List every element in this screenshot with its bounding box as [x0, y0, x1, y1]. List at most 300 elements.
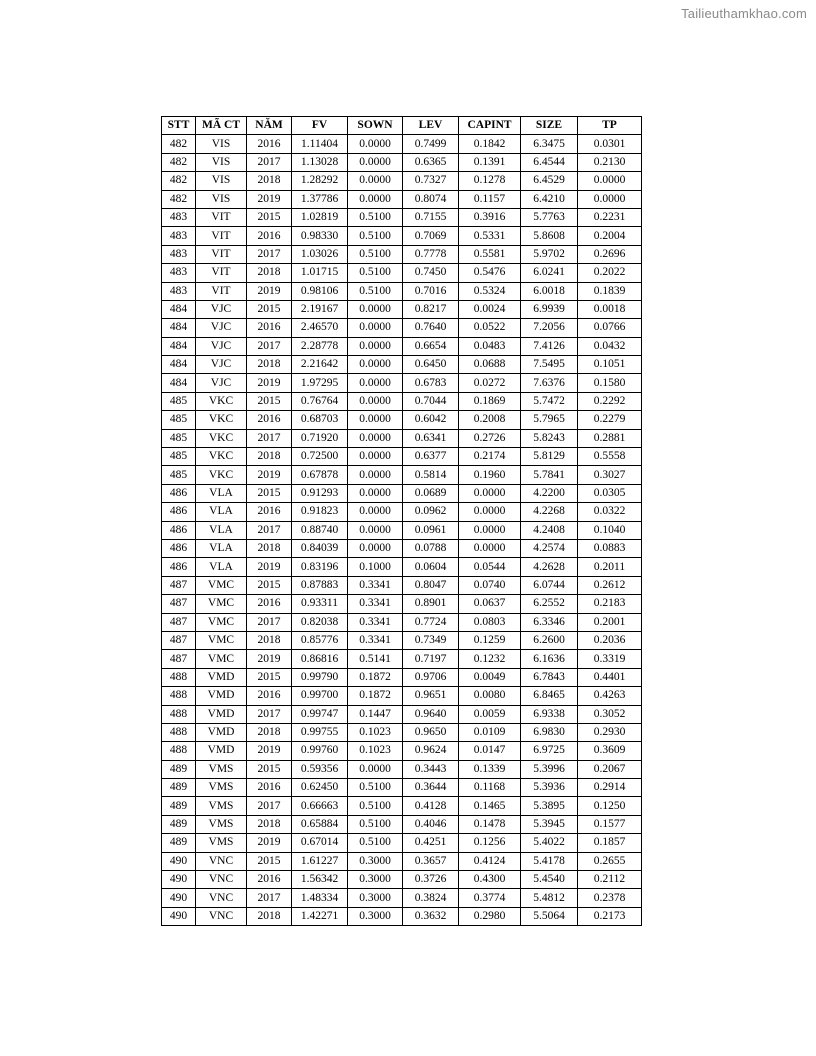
cell-nam: 2016: [247, 687, 292, 705]
cell-capint: 0.0522: [459, 319, 521, 337]
cell-nam: 2016: [247, 227, 292, 245]
cell-capint: 0.1478: [459, 815, 521, 833]
cell-lev: 0.7778: [403, 245, 459, 263]
cell-lev: 0.9624: [403, 742, 459, 760]
cell-stt: 490: [162, 889, 196, 907]
cell-ma-ct: VKC: [196, 448, 247, 466]
cell-size: 6.4210: [521, 190, 578, 208]
data-table: [161, 116, 642, 926]
cell-ma-ct: VMC: [196, 576, 247, 594]
cell-nam: 2019: [247, 190, 292, 208]
cell-size: 6.7843: [521, 668, 578, 686]
cell-capint: 0.4300: [459, 871, 521, 889]
cell-tp: 0.2173: [578, 907, 642, 925]
cell-size: 5.3936: [521, 779, 578, 797]
cell-nam: 2017: [247, 797, 292, 815]
table-row: [162, 558, 642, 576]
cell-sown: 0.1023: [348, 723, 403, 741]
cell-nam: 2017: [247, 337, 292, 355]
cell-lev: 0.7640: [403, 319, 459, 337]
cell-nam: 2016: [247, 411, 292, 429]
cell-nam: 2018: [247, 448, 292, 466]
cell-sown: 0.0000: [348, 539, 403, 557]
cell-size: 5.4540: [521, 871, 578, 889]
cell-nam: 2017: [247, 429, 292, 447]
table-row: [162, 650, 642, 668]
table-row: [162, 705, 642, 723]
cell-fv: 0.88740: [292, 521, 348, 539]
cell-ma-ct: VMS: [196, 815, 247, 833]
cell-sown: 0.5100: [348, 245, 403, 263]
cell-fv: 0.99760: [292, 742, 348, 760]
cell-ma-ct: VJC: [196, 300, 247, 318]
cell-nam: 2017: [247, 521, 292, 539]
cell-stt: 489: [162, 797, 196, 815]
cell-capint: 0.0000: [459, 503, 521, 521]
cell-fv: 0.85776: [292, 631, 348, 649]
cell-tp: 0.2231: [578, 208, 642, 226]
cell-stt: 483: [162, 227, 196, 245]
cell-stt: 483: [162, 282, 196, 300]
cell-size: 6.4529: [521, 172, 578, 190]
cell-ma-ct: VNC: [196, 907, 247, 925]
cell-size: 6.8465: [521, 687, 578, 705]
cell-nam: 2017: [247, 613, 292, 631]
cell-fv: 0.99790: [292, 668, 348, 686]
cell-lev: 0.6783: [403, 374, 459, 392]
cell-capint: 0.1391: [459, 153, 521, 171]
table-row: [162, 300, 642, 318]
cell-sown: 0.3000: [348, 852, 403, 870]
cell-sown: 0.3000: [348, 889, 403, 907]
column-header-capint: CAPINT: [459, 117, 521, 135]
cell-ma-ct: VNC: [196, 871, 247, 889]
cell-capint: 0.0272: [459, 374, 521, 392]
column-header-nam: NĂM: [247, 117, 292, 135]
cell-fv: 0.99747: [292, 705, 348, 723]
cell-tp: 0.3609: [578, 742, 642, 760]
cell-capint: 0.5476: [459, 264, 521, 282]
cell-lev: 0.9640: [403, 705, 459, 723]
cell-lev: 0.7724: [403, 613, 459, 631]
cell-tp: 0.3027: [578, 466, 642, 484]
cell-stt: 486: [162, 503, 196, 521]
cell-sown: 0.0000: [348, 356, 403, 374]
cell-tp: 0.2881: [578, 429, 642, 447]
cell-nam: 2019: [247, 650, 292, 668]
cell-size: 4.2200: [521, 484, 578, 502]
cell-stt: 487: [162, 613, 196, 631]
table-row: [162, 245, 642, 263]
cell-sown: 0.3341: [348, 613, 403, 631]
cell-nam: 2015: [247, 208, 292, 226]
cell-tp: 0.2292: [578, 392, 642, 410]
cell-sown: 0.1872: [348, 668, 403, 686]
cell-ma-ct: VMC: [196, 631, 247, 649]
table-row: [162, 797, 642, 815]
cell-fv: 0.67014: [292, 834, 348, 852]
cell-tp: 0.2112: [578, 871, 642, 889]
cell-tp: 0.0305: [578, 484, 642, 502]
cell-ma-ct: VMD: [196, 668, 247, 686]
cell-capint: 0.1168: [459, 779, 521, 797]
cell-sown: 0.5100: [348, 227, 403, 245]
cell-sown: 0.0000: [348, 392, 403, 410]
cell-nam: 2018: [247, 815, 292, 833]
cell-nam: 2018: [247, 539, 292, 557]
cell-sown: 0.3341: [348, 576, 403, 594]
table-row: [162, 411, 642, 429]
cell-lev: 0.8074: [403, 190, 459, 208]
cell-ma-ct: VNC: [196, 889, 247, 907]
cell-nam: 2018: [247, 631, 292, 649]
column-header-size: SIZE: [521, 117, 578, 135]
cell-tp: 0.2655: [578, 852, 642, 870]
cell-stt: 487: [162, 576, 196, 594]
table-row: [162, 227, 642, 245]
cell-tp: 0.3319: [578, 650, 642, 668]
cell-fv: 0.99700: [292, 687, 348, 705]
cell-size: 7.6376: [521, 374, 578, 392]
cell-tp: 0.0432: [578, 337, 642, 355]
cell-fv: 2.21642: [292, 356, 348, 374]
cell-size: 6.4544: [521, 153, 578, 171]
cell-stt: 484: [162, 319, 196, 337]
cell-fv: 2.46570: [292, 319, 348, 337]
cell-stt: 488: [162, 668, 196, 686]
cell-ma-ct: VMC: [196, 613, 247, 631]
cell-capint: 0.0803: [459, 613, 521, 631]
cell-stt: 482: [162, 172, 196, 190]
cell-size: 5.3895: [521, 797, 578, 815]
cell-sown: 0.0000: [348, 172, 403, 190]
cell-tp: 0.5558: [578, 448, 642, 466]
cell-stt: 484: [162, 300, 196, 318]
cell-sown: 0.0000: [348, 760, 403, 778]
cell-sown: 0.5100: [348, 779, 403, 797]
cell-fv: 0.67878: [292, 466, 348, 484]
table-row: [162, 852, 642, 870]
cell-ma-ct: VKC: [196, 411, 247, 429]
cell-capint: 0.1869: [459, 392, 521, 410]
cell-fv: 1.01715: [292, 264, 348, 282]
cell-stt: 486: [162, 558, 196, 576]
cell-size: 6.9830: [521, 723, 578, 741]
cell-fv: 0.65884: [292, 815, 348, 833]
cell-size: 5.8608: [521, 227, 578, 245]
table-row: [162, 576, 642, 594]
cell-tp: 0.1839: [578, 282, 642, 300]
cell-fv: 1.11404: [292, 135, 348, 153]
cell-tp: 0.2696: [578, 245, 642, 263]
cell-fv: 0.83196: [292, 558, 348, 576]
cell-sown: 0.0000: [348, 521, 403, 539]
cell-lev: 0.7450: [403, 264, 459, 282]
cell-lev: 0.9650: [403, 723, 459, 741]
cell-capint: 0.0059: [459, 705, 521, 723]
cell-capint: 0.0024: [459, 300, 521, 318]
table-row: [162, 815, 642, 833]
table-row: [162, 135, 642, 153]
cell-nam: 2015: [247, 300, 292, 318]
cell-fv: 1.03026: [292, 245, 348, 263]
cell-ma-ct: VMS: [196, 760, 247, 778]
table-row: [162, 871, 642, 889]
cell-capint: 0.0740: [459, 576, 521, 594]
table-row: [162, 356, 642, 374]
cell-lev: 0.3726: [403, 871, 459, 889]
cell-tp: 0.0883: [578, 539, 642, 557]
cell-ma-ct: VKC: [196, 466, 247, 484]
cell-ma-ct: VKC: [196, 429, 247, 447]
table-row: [162, 392, 642, 410]
table-row: [162, 631, 642, 649]
cell-nam: 2019: [247, 466, 292, 484]
cell-stt: 485: [162, 466, 196, 484]
cell-fv: 0.93311: [292, 595, 348, 613]
table-row: [162, 723, 642, 741]
table-row: [162, 779, 642, 797]
cell-sown: 0.3341: [348, 631, 403, 649]
cell-size: 7.2056: [521, 319, 578, 337]
cell-capint: 0.3774: [459, 889, 521, 907]
cell-fv: 0.91293: [292, 484, 348, 502]
cell-ma-ct: VMS: [196, 797, 247, 815]
cell-tp: 0.1040: [578, 521, 642, 539]
cell-stt: 488: [162, 723, 196, 741]
header-row: [162, 117, 642, 135]
cell-stt: 482: [162, 153, 196, 171]
cell-sown: 0.0000: [348, 466, 403, 484]
cell-nam: 2016: [247, 595, 292, 613]
cell-ma-ct: VMC: [196, 650, 247, 668]
cell-lev: 0.4251: [403, 834, 459, 852]
cell-fv: 0.99755: [292, 723, 348, 741]
cell-ma-ct: VJC: [196, 337, 247, 355]
cell-fv: 1.02819: [292, 208, 348, 226]
cell-nam: 2017: [247, 889, 292, 907]
cell-ma-ct: VKC: [196, 392, 247, 410]
column-header-ma-ct: MÃ CT: [196, 117, 247, 135]
cell-fv: 1.48334: [292, 889, 348, 907]
cell-sown: 0.0000: [348, 503, 403, 521]
cell-fv: 0.68703: [292, 411, 348, 429]
cell-ma-ct: VJC: [196, 319, 247, 337]
cell-sown: 0.0000: [348, 374, 403, 392]
cell-capint: 0.2980: [459, 907, 521, 925]
cell-capint: 0.1232: [459, 650, 521, 668]
cell-lev: 0.8217: [403, 300, 459, 318]
cell-stt: 483: [162, 264, 196, 282]
cell-fv: 1.28292: [292, 172, 348, 190]
cell-ma-ct: VMD: [196, 742, 247, 760]
cell-ma-ct: VIT: [196, 208, 247, 226]
table-row: [162, 448, 642, 466]
cell-size: 6.1636: [521, 650, 578, 668]
cell-lev: 0.0604: [403, 558, 459, 576]
cell-capint: 0.0637: [459, 595, 521, 613]
cell-lev: 0.7044: [403, 392, 459, 410]
cell-size: 5.7841: [521, 466, 578, 484]
cell-size: 6.3475: [521, 135, 578, 153]
cell-tp: 0.2279: [578, 411, 642, 429]
cell-nam: 2015: [247, 668, 292, 686]
cell-tp: 0.1857: [578, 834, 642, 852]
cell-size: 5.4178: [521, 852, 578, 870]
cell-lev: 0.8047: [403, 576, 459, 594]
cell-nam: 2016: [247, 503, 292, 521]
cell-tp: 0.2183: [578, 595, 642, 613]
cell-ma-ct: VIS: [196, 190, 247, 208]
cell-stt: 483: [162, 208, 196, 226]
cell-nam: 2018: [247, 264, 292, 282]
cell-nam: 2017: [247, 705, 292, 723]
cell-nam: 2017: [247, 245, 292, 263]
cell-size: 4.2268: [521, 503, 578, 521]
cell-stt: 489: [162, 760, 196, 778]
cell-capint: 0.1842: [459, 135, 521, 153]
cell-size: 6.0241: [521, 264, 578, 282]
cell-ma-ct: VMC: [196, 595, 247, 613]
cell-lev: 0.5814: [403, 466, 459, 484]
table-row: [162, 539, 642, 557]
cell-tp: 0.0018: [578, 300, 642, 318]
cell-lev: 0.8901: [403, 595, 459, 613]
cell-ma-ct: VMD: [196, 705, 247, 723]
cell-lev: 0.9706: [403, 668, 459, 686]
cell-size: 4.2574: [521, 539, 578, 557]
cell-ma-ct: VLA: [196, 539, 247, 557]
table-row: [162, 264, 642, 282]
cell-size: 6.9939: [521, 300, 578, 318]
cell-fv: 0.91823: [292, 503, 348, 521]
cell-sown: 0.5141: [348, 650, 403, 668]
cell-tp: 0.0000: [578, 190, 642, 208]
cell-ma-ct: VIS: [196, 135, 247, 153]
cell-ma-ct: VMS: [196, 779, 247, 797]
cell-fv: 0.86816: [292, 650, 348, 668]
cell-lev: 0.0689: [403, 484, 459, 502]
table-row: [162, 429, 642, 447]
cell-size: 5.4022: [521, 834, 578, 852]
cell-sown: 0.1447: [348, 705, 403, 723]
cell-stt: 487: [162, 631, 196, 649]
table-row: [162, 190, 642, 208]
cell-sown: 0.0000: [348, 411, 403, 429]
cell-stt: 486: [162, 539, 196, 557]
cell-sown: 0.1023: [348, 742, 403, 760]
cell-lev: 0.3644: [403, 779, 459, 797]
cell-stt: 484: [162, 374, 196, 392]
cell-fv: 0.62450: [292, 779, 348, 797]
cell-ma-ct: VLA: [196, 521, 247, 539]
cell-fv: 0.82038: [292, 613, 348, 631]
cell-nam: 2019: [247, 282, 292, 300]
cell-sown: 0.5100: [348, 834, 403, 852]
cell-nam: 2015: [247, 576, 292, 594]
cell-capint: 0.2174: [459, 448, 521, 466]
cell-stt: 484: [162, 356, 196, 374]
cell-fv: 0.98330: [292, 227, 348, 245]
cell-tp: 0.0766: [578, 319, 642, 337]
cell-nam: 2019: [247, 834, 292, 852]
cell-size: 6.0744: [521, 576, 578, 594]
table-row: [162, 834, 642, 852]
cell-size: 5.8243: [521, 429, 578, 447]
cell-capint: 0.0000: [459, 484, 521, 502]
cell-stt: 490: [162, 871, 196, 889]
cell-nam: 2019: [247, 742, 292, 760]
table-row: [162, 503, 642, 521]
cell-sown: 0.0000: [348, 337, 403, 355]
cell-lev: 0.4046: [403, 815, 459, 833]
cell-size: 5.7965: [521, 411, 578, 429]
cell-tp: 0.2612: [578, 576, 642, 594]
table-row: [162, 484, 642, 502]
cell-sown: 0.0000: [348, 190, 403, 208]
table-row: [162, 742, 642, 760]
cell-nam: 2018: [247, 356, 292, 374]
cell-tp: 0.2022: [578, 264, 642, 282]
cell-stt: 486: [162, 521, 196, 539]
cell-ma-ct: VMD: [196, 687, 247, 705]
cell-nam: 2015: [247, 392, 292, 410]
cell-nam: 2015: [247, 760, 292, 778]
cell-sown: 0.0000: [348, 429, 403, 447]
cell-nam: 2018: [247, 907, 292, 925]
cell-capint: 0.1960: [459, 466, 521, 484]
cell-fv: 2.19167: [292, 300, 348, 318]
cell-size: 6.2600: [521, 631, 578, 649]
cell-stt: 485: [162, 448, 196, 466]
cell-lev: 0.7016: [403, 282, 459, 300]
cell-ma-ct: VIT: [196, 227, 247, 245]
cell-lev: 0.6341: [403, 429, 459, 447]
cell-sown: 0.3341: [348, 595, 403, 613]
cell-lev: 0.6654: [403, 337, 459, 355]
cell-size: 6.2552: [521, 595, 578, 613]
cell-nam: 2016: [247, 871, 292, 889]
table-row: [162, 208, 642, 226]
cell-size: 6.3346: [521, 613, 578, 631]
cell-nam: 2018: [247, 723, 292, 741]
cell-lev: 0.0961: [403, 521, 459, 539]
table-row: [162, 319, 642, 337]
cell-capint: 0.1256: [459, 834, 521, 852]
table-row: [162, 153, 642, 171]
cell-fv: 0.87883: [292, 576, 348, 594]
column-header-stt: STT: [162, 117, 196, 135]
cell-size: 5.9702: [521, 245, 578, 263]
cell-sown: 0.0000: [348, 484, 403, 502]
column-header-tp: TP: [578, 117, 642, 135]
cell-capint: 0.0147: [459, 742, 521, 760]
cell-stt: 488: [162, 687, 196, 705]
cell-fv: 1.61227: [292, 852, 348, 870]
cell-tp: 0.4401: [578, 668, 642, 686]
cell-ma-ct: VIS: [196, 172, 247, 190]
column-header-sown: SOWN: [348, 117, 403, 135]
cell-tp: 0.4263: [578, 687, 642, 705]
cell-tp: 0.1580: [578, 374, 642, 392]
cell-lev: 0.7155: [403, 208, 459, 226]
table-body: [162, 135, 642, 926]
cell-size: 5.7472: [521, 392, 578, 410]
cell-ma-ct: VIS: [196, 153, 247, 171]
cell-ma-ct: VNC: [196, 852, 247, 870]
cell-size: 5.3996: [521, 760, 578, 778]
cell-lev: 0.4128: [403, 797, 459, 815]
